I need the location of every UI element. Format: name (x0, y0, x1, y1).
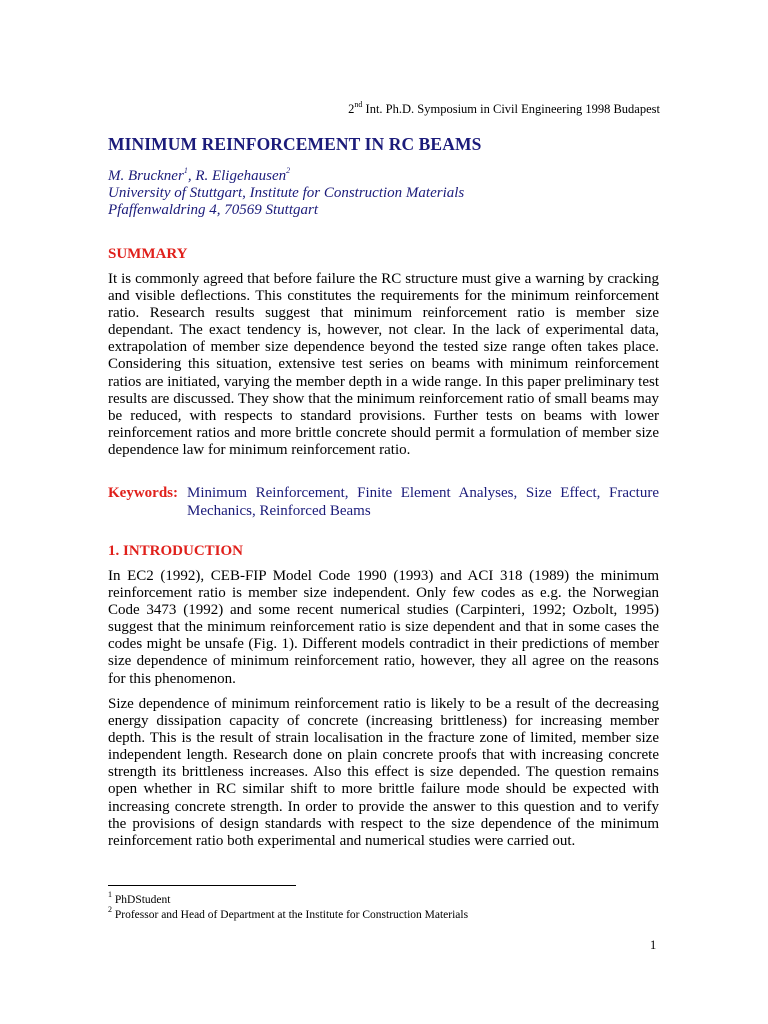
author-2: R. Eligehausen (195, 168, 287, 184)
keywords-label: Keywords: (108, 485, 178, 501)
address: Pfaffenwaldring 4, 70569 Stuttgart (108, 202, 319, 218)
introduction-heading: 1. INTRODUCTION (108, 543, 244, 559)
conference-header: 2nd Int. Ph.D. Symposium in Civil Engineering 1998 Budapest (348, 99, 660, 116)
introduction-paragraph-1: In EC2 (1992), CEB-FIP Model Code 1990 (1993) and ACI 318 (1989) the minimum reinforcement ratio is member size independent. Only few codes as e.g. the Norwegian Code 3473 (1992) and some recent numerical studies (Carpinteri, 1992; Ozbolt, 1995) suggest that the minimum reinforcement ratio is size dependent and that in some cases the codes might be unsafe (Fig. 1). Different models contradict in their predictions of member size dependence of minimum reinforcement ratio, however, they all agree on the reasons for this phenomenon. (108, 568, 659, 687)
footnotes (108, 890, 469, 923)
summary-paragraph: It is commonly agreed that before failure the RC structure must give a warning by cracking and visible deflections. This constitutes the requirements for the minimum reinforcement ratio. Research results suggest that minimum reinforcement ratio is member size dependant. The exact tendency is, however, not clear. In the lack of experimental data, extrapolation of member size dependence beyond the tested size range often takes place. Considering this situation, extensive test series on beams with minimum reinforcement ratios are initiated, varying the member depth in a wide range. In this paper preliminary test results are discussed. They show that the minimum reinforcement ratio of small beams may be reduced, with respects to standard provisions. Further tests on beams with lower reinforcement ratios and more brittle concrete should permit a formulation of member size dependence law for minimum reinforcement ratio. (108, 271, 659, 458)
author-line: M. Bruckner$^1$, R. Eligehausen$^2$ (108, 166, 291, 184)
author-1: M. Bruckner (108, 168, 184, 184)
summary-heading: SUMMARY (108, 246, 188, 262)
footnote-1: $^1$ PhDStudent (108, 890, 171, 906)
footnote-2: $^2$ Professor and Head of Department at the Institute for Construction Materials (108, 905, 469, 921)
paper-title: MINIMUM REINFORCEMENT IN RC BEAMS (108, 134, 482, 154)
footnote-divider (108, 885, 296, 886)
author-block (108, 168, 464, 219)
page-number: 1 (650, 938, 657, 952)
affiliation: University of Stuttgart, Institute for Construction Materials (108, 185, 465, 201)
keywords-text: Minimum Reinforcement, Finite Element Analyses, Size Effect, Fracture Mechanics, Reinforced Beams (187, 485, 659, 519)
introduction-paragraph-2: Size dependence of minimum reinforcement ratio is likely to be a result of the decreasing energy dissipation capacity of concrete (increasing brittleness) for increasing member depth. This is the result of strain localisation in the fracture zone of limited, member size independent length. Research done on plain concrete proofs that with increasing concrete strength its brittleness increases. Also this effect is size depended. The question remains open whether in RC similar shift to more brittle failure mode should be expected with increasing concrete strength. In order to provide the answer to this question and to verify the provisions of design standards with respect to the size dependence of the minimum reinforcement ratio both experimental and numerical studies were carried out. (108, 696, 659, 849)
